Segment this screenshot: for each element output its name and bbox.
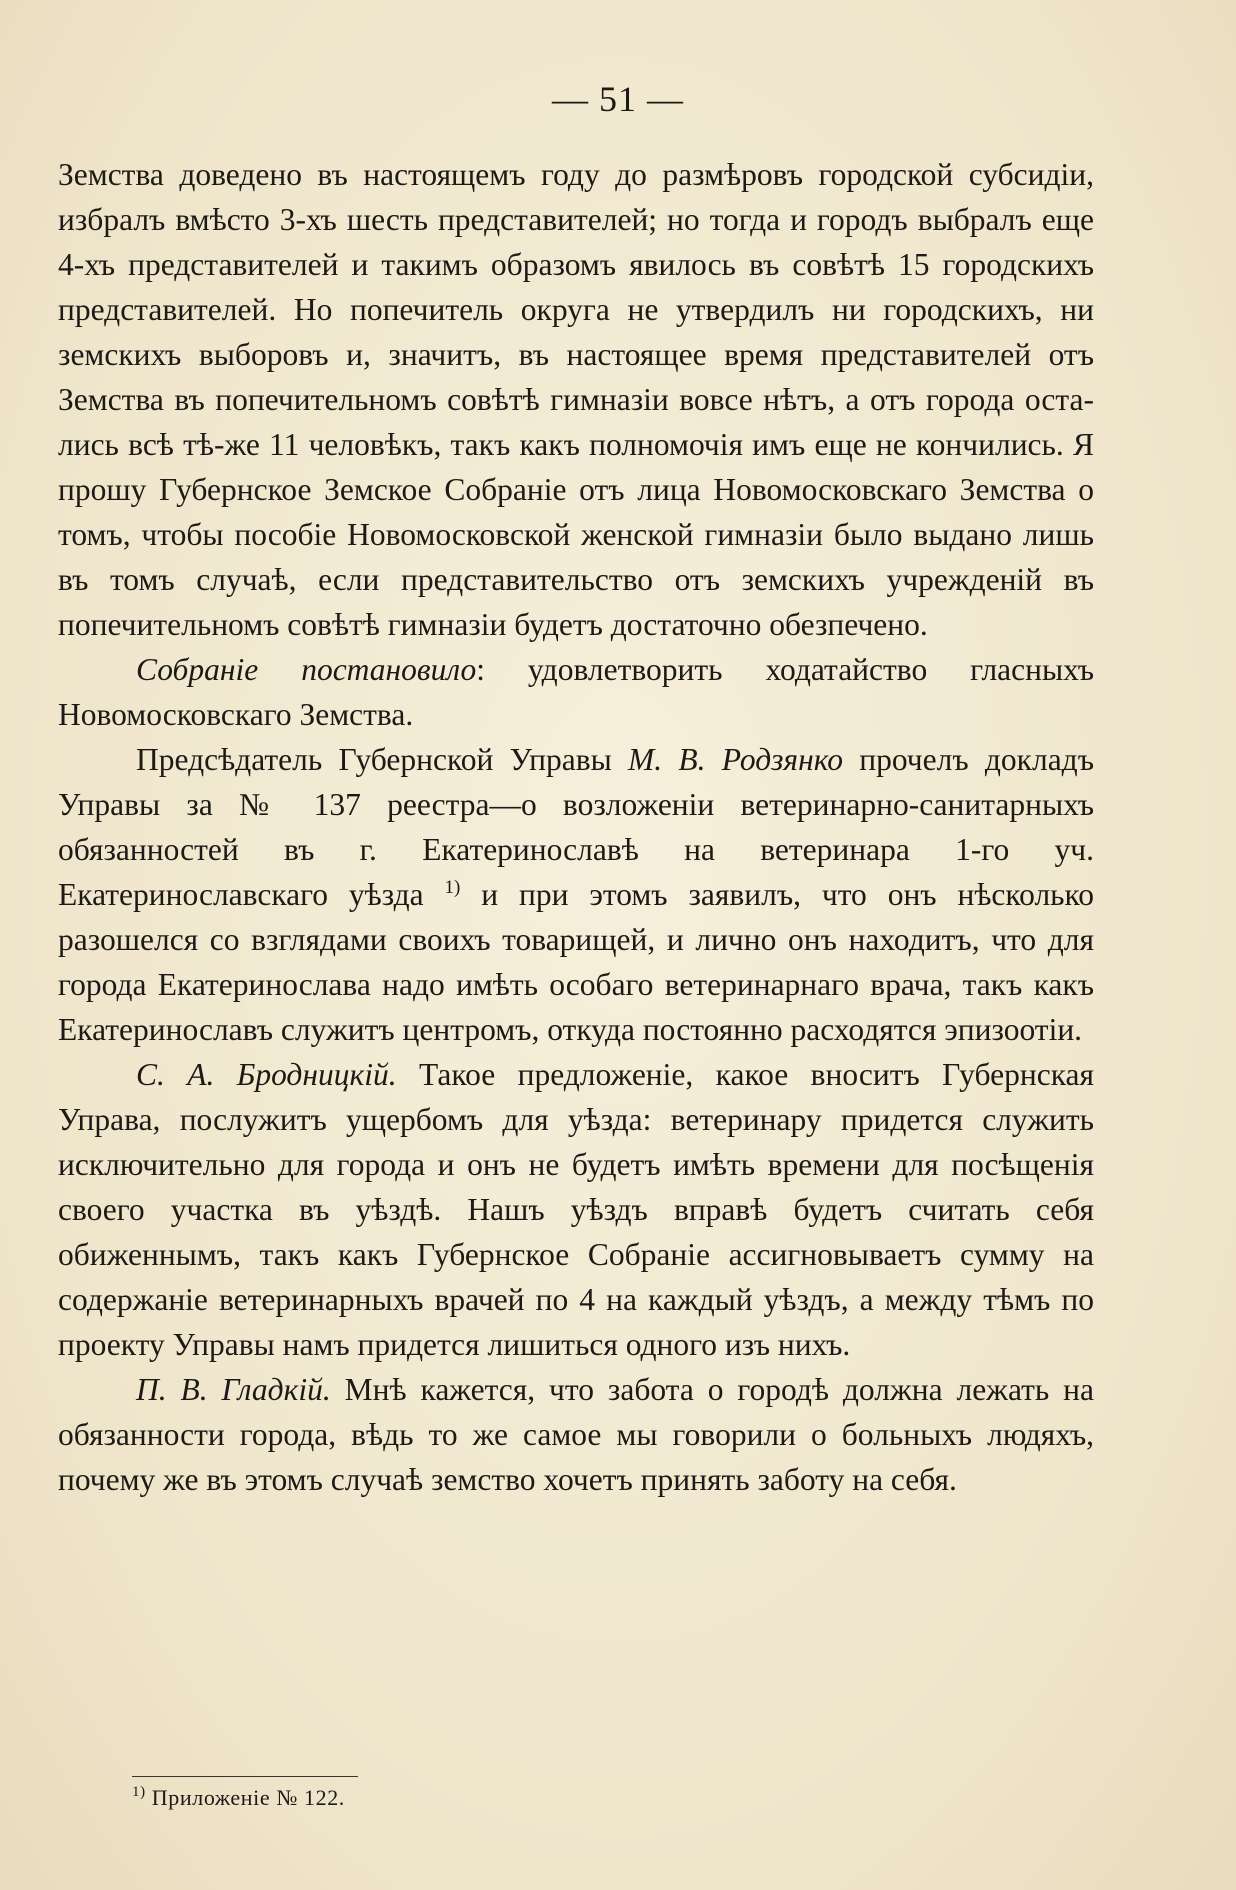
body-text: [58, 152, 1094, 1502]
italic-text: С. А. Бродницкій.: [136, 1057, 397, 1092]
footnote-reference: 1): [444, 877, 461, 898]
footnote-marker: 1): [132, 1784, 146, 1800]
paragraph-text: Предсѣдатель Губернской Управы: [136, 742, 628, 777]
paragraph-text: Земства доведено въ настоящемъ году до размѣровъ городской субсидіи, избралъ вмѣсто 3-хъ шесть представителей; но тогда и городъ выбралъ еще 4-хъ представителей и такимъ образомъ явилось въ совѣтѣ 15 городскихъ представителей. Но попечитель округа не утвердилъ ни городскихъ, ни земскихъ выборовъ и, значитъ, въ настоящее время представителей отъ Земства въ попечительномъ совѣтѣ гимназіи вовсе нѣтъ, а отъ города остались всѣ тѣ-же 11 человѣкъ, такъ какъ полномочія имъ еще не кончились. Я прошу Губернское Земское Собраніе отъ лица Новомосковскаго Земства о томъ, чтобы пособіе Новомосковской женской гимназіи было выдано лишь въ томъ случаѣ, если представительство отъ земскихъ учрежденій въ попечительномъ совѣтѣ гимназіи будетъ достаточно обезпечено.: [58, 157, 1094, 642]
paragraph: [58, 152, 1094, 647]
page-number: — 51 —: [552, 79, 684, 119]
paragraph-text: прочелъ докладъ Управы за № 137 реестра—о возложеніи ветеринарно-санитарныхъ обязанностей въ г. Екатеринославѣ на ветеринара 1-го уч. Екатеринославскаго уѣзда: [58, 742, 1094, 912]
paragraph: [58, 737, 1094, 1052]
footnote: [132, 1780, 345, 1816]
paragraph-text: : удовлетворить ходатайство гласныхъ Новомосковскаго Земства.: [58, 652, 1094, 732]
italic-text: П. В. Гладкій.: [136, 1372, 331, 1407]
footnote-rule: [132, 1776, 358, 1777]
paragraph-text: Такое предложеніе, какое вноситъ Губернская Управа, послужитъ ущербомъ для уѣзда: ветеринару придется служить исключительно для города и онъ не будетъ имѣть времени для посѣщенія своего участка въ уѣздѣ. Нашъ уѣздъ вправѣ будетъ считать себя обиженнымъ, такъ какъ Губернское Собраніе ассигновываетъ сумму на содержаніе ветеринарныхъ врачей по 4 на каждый уѣздъ, а между тѣмъ по проекту Управы намъ придется лишиться одного изъ нихъ.: [58, 1057, 1094, 1362]
italic-text: М. В. Родзянко: [628, 742, 843, 777]
paragraph: [58, 647, 1094, 737]
footnote-text: Приложеніе № 122.: [145, 1785, 345, 1810]
paragraph-text: и при этомъ заявилъ, что онъ нѣсколько разошелся со взглядами своихъ товарищей, и лично онъ находитъ, что для города Екатеринослава надо имѣть особаго ветеринарнаго врача, такъ какъ Екатеринославъ служитъ центромъ, откуда постоянно расходятся эпизоотіи.: [58, 877, 1094, 1047]
paragraph: [58, 1367, 1094, 1502]
paragraph-text: Мнѣ кажется, что забота о городѣ должна лежать на обязанности города, вѣдь то же самое мы говорили о больныхъ людяхъ, почему же въ этомъ случаѣ земство хочетъ принять заботу на себя.: [58, 1372, 1094, 1497]
italic-text: Собраніе постановило: [136, 652, 477, 687]
paragraph: [58, 1052, 1094, 1367]
